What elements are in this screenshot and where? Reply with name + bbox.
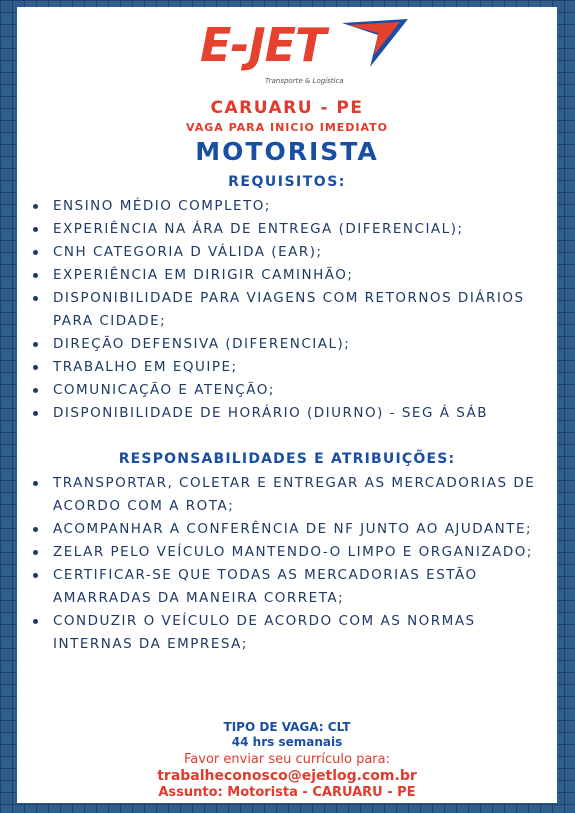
job-title: MOTORISTA <box>195 137 379 166</box>
list-item: DIREÇÃO DEFENSIVA (DIFERENCIAL); <box>31 333 555 356</box>
responsibilities-list <box>31 472 555 656</box>
send-cv-text: Favor enviar seu currículo para: <box>184 752 390 767</box>
bullet-icon <box>33 227 38 232</box>
responsibilities-heading: RESPONSABILIDADES E ATRIBUIÇÕES: <box>118 451 456 467</box>
list-item: EXPERIÊNCIA NA ÁRA DE ENTREGA (DIFERENCIAL); <box>31 218 555 241</box>
requirements-list <box>31 195 555 425</box>
list-item: ENSINO MÉDIO COMPLETO; <box>31 195 555 218</box>
bullet-icon <box>33 550 38 555</box>
list-item: COMUNICAÇÃO E ATENÇÃO; <box>31 379 555 402</box>
bullet-icon <box>33 204 38 209</box>
bullet-icon <box>33 388 38 393</box>
ejet-logo <box>200 15 410 95</box>
list-item: CONDUZIR O VEÍCULO DE ACORDO COM AS NORMAS INTERNAS DA EMPRESA; <box>31 610 555 656</box>
contact-email: trabalheconosco@ejetlog.com.br <box>157 768 417 784</box>
list-item: DISPONIBILIDADE PARA VIAGENS COM RETORNOS DIÁRIOS PARA CIDADE; <box>31 287 555 333</box>
bullet-icon <box>33 296 38 301</box>
list-item: DISPONIBILIDADE DE HORÁRIO (DIURNO) - SEG Á SÁB <box>31 402 555 425</box>
list-item: ZELAR PELO VEÍCULO MANTENDO-O LIMPO E ORGANIZADO; <box>31 541 555 564</box>
city-title: CARUARU - PE <box>210 98 364 118</box>
weekly-hours: 44 hrs semanais <box>231 735 343 749</box>
bullet-icon <box>33 250 38 255</box>
logo-swoosh-icon <box>340 15 410 75</box>
bullet-icon <box>33 273 38 278</box>
list-item: CERTIFICAR-SE QUE TODAS AS MERCADORIAS ESTÃO AMARRADAS DA MANEIRA CORRETA; <box>31 564 555 610</box>
job-flyer <box>17 7 557 803</box>
list-item: EXPERIÊNCIA EM DIRIGIR CAMINHÃO; <box>31 264 555 287</box>
bullet-icon <box>33 573 38 578</box>
requirements-heading: REQUISITOS: <box>228 174 346 190</box>
email-subject: Assunto: Motorista - CARUARU - PE <box>158 785 416 800</box>
logo-wordmark: E-JET <box>200 18 326 72</box>
bullet-icon <box>33 342 38 347</box>
bullet-icon <box>33 619 38 624</box>
list-item: CNH CATEGORIA D VÁLIDA (EAR); <box>31 241 555 264</box>
job-type: TIPO DE VAGA: CLT <box>223 720 351 734</box>
bullet-icon <box>33 481 38 486</box>
list-item: TRABALHO EM EQUIPE; <box>31 356 555 379</box>
logo-tagline: Transporte & Logística <box>265 77 344 85</box>
bullet-icon <box>33 365 38 370</box>
bullet-icon <box>33 411 38 416</box>
list-item: TRANSPORTAR, COLETAR E ENTREGAR AS MERCADORIAS DE ACORDO COM A ROTA; <box>31 472 555 518</box>
bullet-icon <box>33 527 38 532</box>
list-item: ACOMPANHAR A CONFERÊNCIA DE NF JUNTO AO AJUDANTE; <box>31 518 555 541</box>
vacancy-subtitle: VAGA PARA INICIO IMEDIATO <box>185 121 389 134</box>
